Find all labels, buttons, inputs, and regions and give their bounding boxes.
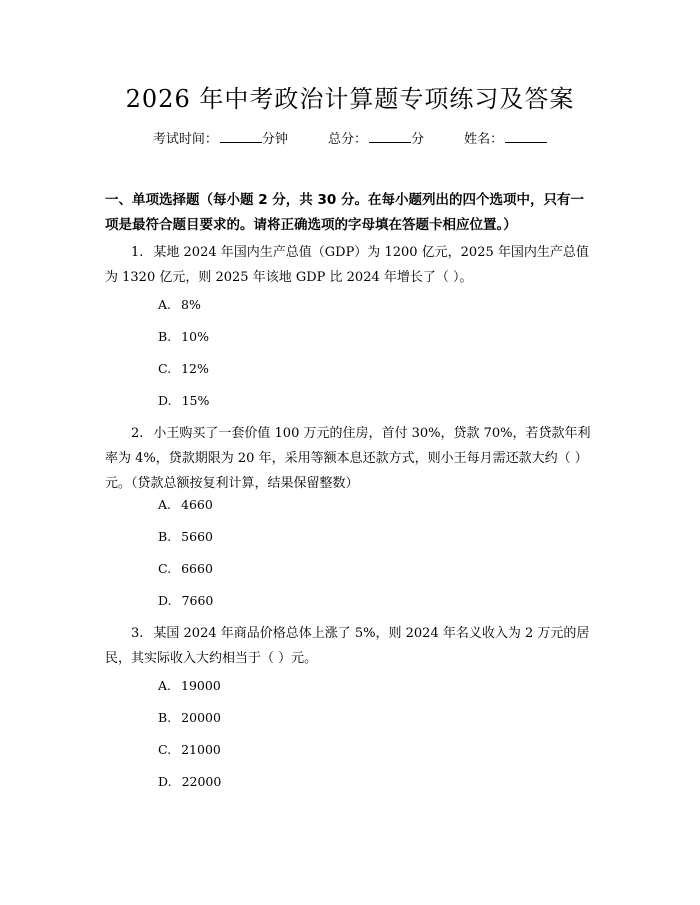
question-text: 小王购买了一套价值 100 万元的住房，首付 30%，贷款 70%，若贷款年利率为 4%，贷款期限为 20 年，采用等额本息还款方式，则小王每月需还款大约（ ）元。（贷款总额按复利计算，结果保留整数） (105, 426, 591, 491)
option-letter: A. (158, 678, 172, 693)
total-score-field (328, 130, 424, 150)
exam-info-line (0, 130, 700, 150)
question-number: 3. (131, 626, 144, 641)
question-1-option-a[interactable] (158, 295, 201, 315)
total-score-label: 总分： (327, 132, 367, 147)
option-letter: D. (158, 593, 172, 608)
question-2 (105, 421, 597, 496)
question-2-option-b[interactable] (158, 527, 213, 547)
option-letter: C. (158, 742, 172, 757)
option-letter: C. (158, 561, 172, 576)
question-number: 2. (131, 426, 144, 441)
option-text: 20000 (181, 710, 221, 725)
exam-time-blank (220, 130, 262, 143)
student-name-field (464, 130, 547, 150)
question-3-option-a[interactable] (158, 676, 221, 696)
option-text: 5660 (181, 529, 213, 544)
option-text: 15% (181, 393, 210, 408)
question-2-option-d[interactable] (158, 591, 213, 611)
option-letter: A. (158, 297, 172, 312)
option-text: 19000 (181, 678, 221, 693)
option-text: 4660 (181, 497, 213, 512)
option-letter: D. (158, 774, 172, 789)
exam-time-label: 考试时间： (152, 132, 218, 147)
exam-time-field (153, 130, 288, 150)
option-letter: D. (158, 393, 172, 408)
option-text: 22000 (181, 774, 222, 789)
exam-time-unit: 分钟 (261, 132, 288, 147)
option-letter: A. (158, 497, 172, 512)
question-1 (105, 240, 597, 290)
question-3-option-b[interactable] (158, 708, 221, 728)
student-name-blank (505, 130, 547, 143)
option-text: 10% (181, 329, 209, 344)
option-text: 12% (181, 361, 209, 376)
option-text: 21000 (181, 742, 221, 757)
student-name-label: 姓名： (464, 132, 504, 147)
question-3-option-c[interactable] (158, 740, 221, 760)
total-score-unit: 分 (411, 132, 425, 147)
question-text: 某地 2024 年国内生产总值（GDP）为 1200 亿元，2025 年国内生产总值为 1320 亿元，则 2025 年该地 GDP 比 2024 年增长了（ ）。 (105, 245, 589, 285)
question-2-option-c[interactable] (158, 559, 213, 579)
question-number: 1. (131, 245, 144, 260)
question-3 (105, 621, 597, 671)
question-2-option-a[interactable] (158, 495, 213, 515)
option-letter: B. (158, 529, 172, 544)
question-text: 某国 2024 年商品价格总体上涨了 5%，则 2024 年名义收入为 2 万元的居民，其实际收入大约相当于（ ）元。 (105, 626, 590, 666)
question-3-option-d[interactable] (158, 772, 221, 792)
question-1-option-c[interactable] (158, 359, 209, 379)
option-text: 7660 (181, 593, 214, 608)
question-1-option-d[interactable] (158, 391, 209, 411)
page-title: 2026 年中考政治计算题专项练习及答案 (125, 85, 575, 113)
option-text: 8% (181, 297, 201, 312)
option-text: 6660 (181, 561, 213, 576)
total-score-blank (369, 130, 411, 143)
option-letter: C. (158, 361, 172, 376)
option-letter: B. (158, 710, 172, 725)
question-1-option-b[interactable] (158, 327, 209, 347)
section-heading: 一、单项选择题（每小题 2 分，共 30 分。在每小题列出的四个选项中，只有一项是最符合题目要求的。请将正确选项的字母填在答题卡相应位置。） (105, 192, 584, 233)
option-letter: B. (158, 329, 172, 344)
